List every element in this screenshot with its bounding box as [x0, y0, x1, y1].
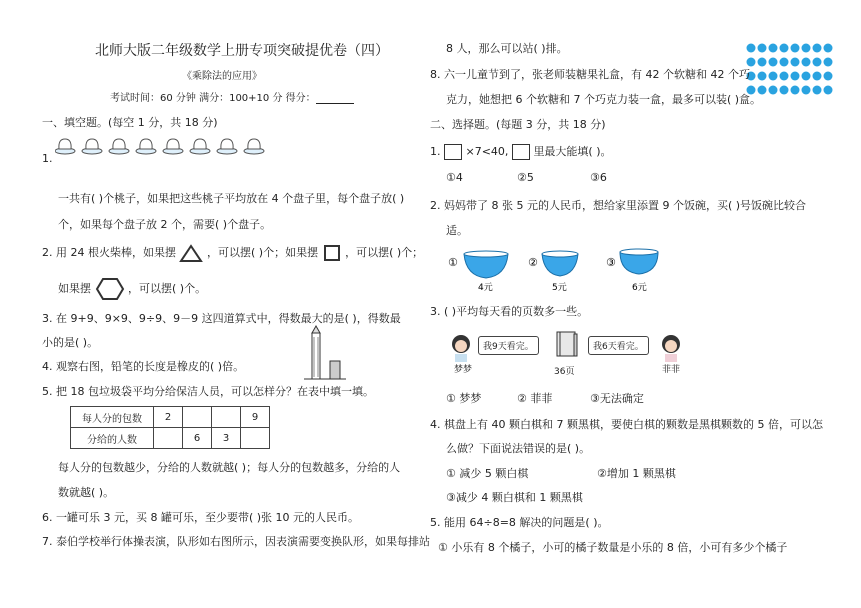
q8-line2: 克力，她想把 6 个软糖和 7 个巧克力装一盒，最多可以装( )盒。 — [446, 93, 762, 106]
s1-c: 里最大能填( )。 — [533, 145, 612, 158]
pencil-eraser-figure — [300, 325, 350, 383]
formation-dot — [824, 72, 833, 81]
table-cell: 3 — [212, 428, 241, 449]
q5-line1: 每人分的包数越少，分给的人数就越( )；每人分的包数越多，分给的人 — [58, 461, 401, 474]
formation-dot — [802, 44, 811, 53]
s5: 5. 能用 64÷8=8 解决的问题是( )。 — [430, 516, 609, 529]
q7-continued: 8 人，那么可以站( )排。 — [446, 42, 568, 55]
peach-illustration — [55, 135, 275, 157]
s4-line2: 么做？下面说法错误的是( )。 — [446, 442, 591, 455]
q7: 7. 泰伯学校举行体操表演，队形如右图所示，因表演需要变换队形，如果每排站 — [42, 535, 430, 548]
s1-line — [430, 143, 612, 160]
s4-option-2: ②增加 1 颗黑棋 — [597, 467, 676, 480]
s4-option-3: ③减少 4 颗白棋和 1 颗黑棋 — [446, 491, 583, 504]
q5: 5. 把 18 包垃圾袋平均分给保洁人员，可以怎样分？在表中填一填。 — [42, 385, 374, 398]
formation-dot — [747, 44, 756, 53]
speech-bubble-feifei: 我6天看完。 — [588, 336, 649, 355]
formation-dot — [758, 72, 767, 81]
label-mengmeng: 梦梦 — [454, 365, 473, 375]
s1-option-2: ②5 — [517, 171, 534, 184]
s5-option-1: ① 小乐有 8 个橘子，小可的橘子数量是小乐的 8 倍，小可有多少个橘子 — [438, 541, 788, 554]
q2-line1 — [42, 243, 423, 263]
bowl-3-mark: ③ — [606, 256, 616, 269]
formation-dot — [791, 58, 800, 67]
formation-dot — [780, 72, 789, 81]
s2-line2: 适。 — [446, 224, 468, 237]
table-cell: 2 — [154, 407, 183, 428]
peach-plate-icon — [163, 139, 183, 154]
q2-c: ，可以摆( )个； — [345, 246, 424, 259]
table-cell — [241, 428, 270, 449]
formation-dot — [758, 58, 767, 67]
q8-line1: 8. 六一儿童节到了，张老师装糖果礼盒，有 42 个软糖和 42 个巧 — [430, 68, 750, 81]
exam-info — [110, 89, 354, 104]
formation-dot — [824, 44, 833, 53]
s1-b: ×7<40, — [465, 145, 509, 158]
s1-option-3: ③6 — [590, 171, 607, 184]
s3: 3. ( )平均每天看的页数多一些。 — [430, 305, 589, 318]
bowl-3-price: 6元 — [632, 283, 647, 293]
table-cell — [183, 407, 212, 428]
peach-plate-icon — [55, 139, 75, 154]
formation-dot — [813, 44, 822, 53]
formation-dot — [791, 86, 800, 95]
bowls-illustration — [446, 246, 676, 294]
formation-dot — [780, 86, 789, 95]
s4-line1: 4. 棋盘上有 40 颗白棋和 7 颗黑棋，要使白棋的颗数是黑棋颗数的 5 倍，可以怎 — [430, 418, 823, 431]
q2-line2 — [58, 276, 206, 302]
bowl-2-price: 5元 — [552, 283, 567, 293]
formation-dot — [813, 72, 822, 81]
label-feifei: 菲菲 — [662, 365, 681, 375]
peach-plate-icon — [136, 139, 156, 154]
s1-a: 1. — [430, 145, 441, 158]
speech-bubble-mengmeng: 我9天看完。 — [478, 336, 539, 355]
page-subtitle: 《乘除法的应用》 — [182, 71, 262, 82]
page-title: 北师大版二年级数学上册专项突破提优卷（四） — [95, 43, 389, 59]
s3-option-1: ① 梦梦 — [446, 392, 482, 405]
girl-feifei-icon — [658, 332, 684, 362]
score-blank — [316, 92, 354, 104]
q2-d: 如果摆 — [58, 282, 91, 295]
section1-heading: 一、填空题。(每空 1 分，共 18 分) — [42, 116, 218, 129]
formation-dot — [791, 72, 800, 81]
s3-option-3: ③无法确定 — [590, 392, 644, 405]
formation-dot — [780, 58, 789, 67]
table-cell: 6 — [183, 428, 212, 449]
section2-heading: 二、选择题。(每题 3 分，共 18 分) — [430, 118, 606, 131]
pencil-eraser-illustration — [300, 325, 350, 380]
s3-option-2: ② 菲菲 — [517, 392, 553, 405]
s4-option-1: ① 减少 5 颗白棋 — [446, 467, 529, 480]
formation-dot — [824, 86, 833, 95]
table-row — [71, 407, 270, 428]
table-cell — [154, 428, 183, 449]
formation-dot — [769, 44, 778, 53]
s2-line1: 2. 妈妈带了 8 张 5 元的人民币，想给家里添置 9 个饭碗，买( )号饭碗比较合 — [430, 199, 807, 212]
q2-b: ，可以摆( )个；如果摆 — [206, 246, 319, 259]
exam-info-text: 考试时间：60 分钟 满分：100+10 分 得分： — [110, 93, 316, 104]
peach-plates — [55, 135, 275, 160]
hexagon-icon — [95, 276, 125, 302]
reading-figure — [448, 328, 688, 376]
formation-dot — [802, 58, 811, 67]
table-row — [71, 428, 270, 449]
label-pages: 36页 — [554, 367, 575, 377]
table-cell: 9 — [241, 407, 270, 428]
table-header-cell: 每人分的包数 — [71, 407, 154, 428]
square-icon — [322, 243, 342, 263]
q3-line1: 3. 在 9+9、9×9、9÷9、9－9 这四道算式中，得数最大的是( )，得数最 — [42, 312, 401, 325]
bowl-1-mark: ① — [448, 256, 458, 269]
q6: 6. 一罐可乐 3 元，买 8 罐可乐，至少要带( )张 10 元的人民币。 — [42, 511, 360, 524]
q4: 4. 观察右图，铅笔的长度是橡皮的( )倍。 — [42, 360, 245, 373]
bowl-1-price: 4元 — [478, 283, 493, 293]
q3-line2: 小的是( )。 — [42, 336, 99, 349]
formation-dot — [813, 86, 822, 95]
bowl-1-icon — [464, 254, 508, 278]
formation-dot — [824, 58, 833, 67]
formation-dot — [802, 72, 811, 81]
formation-dot — [769, 72, 778, 81]
peach-plate-icon — [244, 139, 264, 154]
peach-plate-icon — [109, 139, 129, 154]
bowl-2-mark: ② — [528, 256, 538, 269]
peach-plate-icon — [82, 139, 102, 154]
bowls-row — [446, 246, 676, 297]
girl-mengmeng-icon — [448, 332, 474, 362]
formation-dot — [758, 44, 767, 53]
q2-e: ，可以摆( )个。 — [128, 282, 207, 295]
q5-line2: 数就越( )。 — [58, 486, 115, 499]
s1-option-1: ①4 — [446, 171, 463, 184]
table-cell — [212, 407, 241, 428]
blank-box — [444, 144, 462, 160]
q2-a: 2. 用 24 根火柴棒，如果摆 — [42, 246, 176, 259]
peach-plate-icon — [217, 139, 237, 154]
formation-dot — [769, 86, 778, 95]
blank-box — [512, 144, 530, 160]
q1-line2: 个，如果每个盘子放 2 个，需要( )个盘子。 — [58, 218, 272, 231]
peach-plate-icon — [190, 139, 210, 154]
formation-dot — [780, 44, 789, 53]
distribution-table — [70, 406, 270, 449]
q1-line1: 一共有( )个桃子，如果把这些桃子平均放在 4 个盘子里，每个盘子放( ) — [58, 192, 405, 205]
formation-dot — [769, 58, 778, 67]
q1-number: 1. — [42, 152, 53, 165]
triangle-icon — [179, 243, 203, 263]
formation-dot — [802, 86, 811, 95]
formation-dot — [813, 58, 822, 67]
table-header-cell: 分给的人数 — [71, 428, 154, 449]
book-icon — [554, 330, 580, 360]
formation-dot — [791, 44, 800, 53]
